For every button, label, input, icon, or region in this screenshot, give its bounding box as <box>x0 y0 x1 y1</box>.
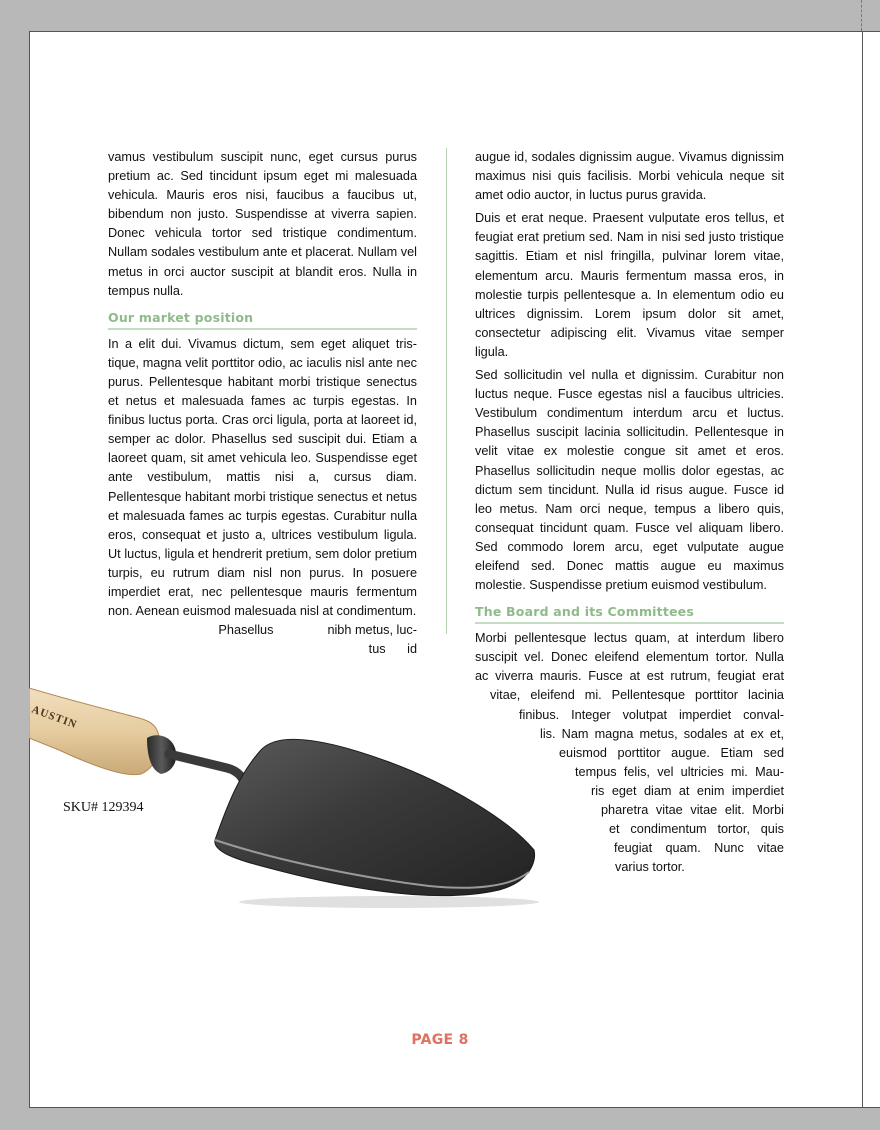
left-tail-line-2 <box>108 640 417 659</box>
spread-marker <box>861 0 863 31</box>
left-paragraph-2: In a elit dui. Vivamus dictum, sem eget aliquet tristique, magna velit porttitor odio, ac iaculis nisl ante nec purus. Pellentesque habitant morbi tristique senectus et netus et malesuada fames ac turpis egestas. In finibus luctus porta. Cras orci ligula, porta at laoreet id, semper ac dolor. Phasellus sed suscipit dui. Etiam a laoreet quam, sit amet vehicula leo. Suspendisse eget ante vestibulum, mattis nisi a, cursus diam. Pellentesque habitant morbi tristique senectus et netus et malesuada fames ac turpis egestas. Curabitur nulla eros, consequat et justo a, ultrices vestibulum ligula. Ut luctus, ligula et hendrerit pretium, sem dolor pretium turpis, eu rutrum diam nisl non purus. In posuere imperdiet erat, nec pellentesque mauris fermentum non. Aenean euismod malesuada nisl at condimentum. <box>108 336 417 619</box>
brand-text: AUSTIN <box>29 703 79 732</box>
heading-board-committees: The Board and its Committees <box>475 603 784 624</box>
page-number: PAGE 8 <box>411 1032 469 1048</box>
wrap-line: suscipit vel. Donec eleifend elementum tortor. Nulla <box>475 650 784 665</box>
sku-label: SKU# 129394 <box>63 800 144 815</box>
left-tail-word-1: Phasellus <box>218 623 274 638</box>
left-tail-word-2: nibh metus, luc- <box>327 623 417 638</box>
right-paragraph-2: Duis et erat neque. Praesent vulputate eros tellus, et feugiat erat pretium sed. Nam in nisi sed justo tristique sagittis. Etiam et nisl fringilla, pulvinar lorem vitae, elementum arcu. Mauris fermentum massa eros, in molestie turpis pellentesque a. In elementum odio eu ultrices dignissim. Lorem ipsum dolor sit amet, consectetur adipiscing elit. Vivamus vitae semper ligula. <box>475 211 784 359</box>
wrap-line: ris eget diam at enim imperdiet <box>591 783 784 798</box>
next-page-edge <box>863 31 880 1108</box>
wrap-line: vitae, eleifend mi. Pellentesque porttitor lacinia <box>490 688 784 703</box>
wrap-line: Morbi pellentesque lectus quam, at interdum libero <box>475 631 784 646</box>
wrap-line: et condimentum tortor, quis <box>609 822 784 837</box>
wrap-line: finibus. Integer volutpat imperdiet conval- <box>519 707 784 722</box>
left-column <box>108 148 417 659</box>
column-divider <box>446 148 447 634</box>
blade-shadow <box>239 896 539 908</box>
wrap-line: pharetra vitae vitae elit. Morbi <box>601 803 784 817</box>
wrap-line: varius tortor. <box>615 860 685 875</box>
left-tail-line-1 <box>108 621 417 640</box>
wrap-line: tempus felis, vel ultricies mi. Mau- <box>575 764 784 779</box>
right-paragraph-1: augue id, sodales dignissim augue. Vivamus dignissim maximus nisi quis facilisis. Morbi vehicula neque sit amet odio auctor, in luctus purus gravida. <box>475 150 784 203</box>
wrap-line: ac viverra mauris. Fusce at est rutrum, feugiat erat <box>475 669 784 684</box>
handle-wood <box>29 688 159 775</box>
wrap-line: feugiat quam. Nunc vitae <box>614 841 784 856</box>
heading-market-position: Our market position <box>108 309 417 330</box>
right-paragraph-3: Sed sollicitudin vel nulla et dignissim. Curabitur non luctus neque. Fusce egestas nisl a faucibus ultricies. Vestibulum condimentum interdum arcu et luctus. Phasellus suscipit lacinia sollicitudin. Pellentesque in velit vitae ex molestie congue sit amet et eros. Phasellus sollicitudin neque mollis dolor egestas, ac dictum sem tincidunt. Nulla id risus augue. Fusce id leo metus. Nam orci neque, tempus a libero quis, consequat tincidunt quam. Fusce vel aliquam libero. Sed commodo lorem arcu, eget vulputate augue eleifend sed. Donec mattis augue eu maximus molestie. Suspendisse pretium euismod vestibulum. <box>475 368 784 593</box>
trowel-blade <box>215 739 535 895</box>
wrap-line: lis. Nam magna metus, sodales at ex et, <box>540 726 784 741</box>
wrap-line: euismod porttitor augue. Etiam sed <box>559 745 784 760</box>
left-paragraph-1: vamus vestibulum suscipit nunc, eget cursus purus pretium ac. Sed tincidunt ipsum eget mi malesuada vehicula. Mauris eros nisi, faucibus a faucibus ut, bibendum non justo. Suspendisse at viverra sapien. Donec vehicula tortor sed tristique condimentum. Nullam sodales vestibulum ante et placerat. Nullam vel metus in orci auctor suscipit at blandit eros. Nulla in tempus nulla. <box>108 150 417 298</box>
left-tail-word-3: tus id <box>368 642 417 657</box>
